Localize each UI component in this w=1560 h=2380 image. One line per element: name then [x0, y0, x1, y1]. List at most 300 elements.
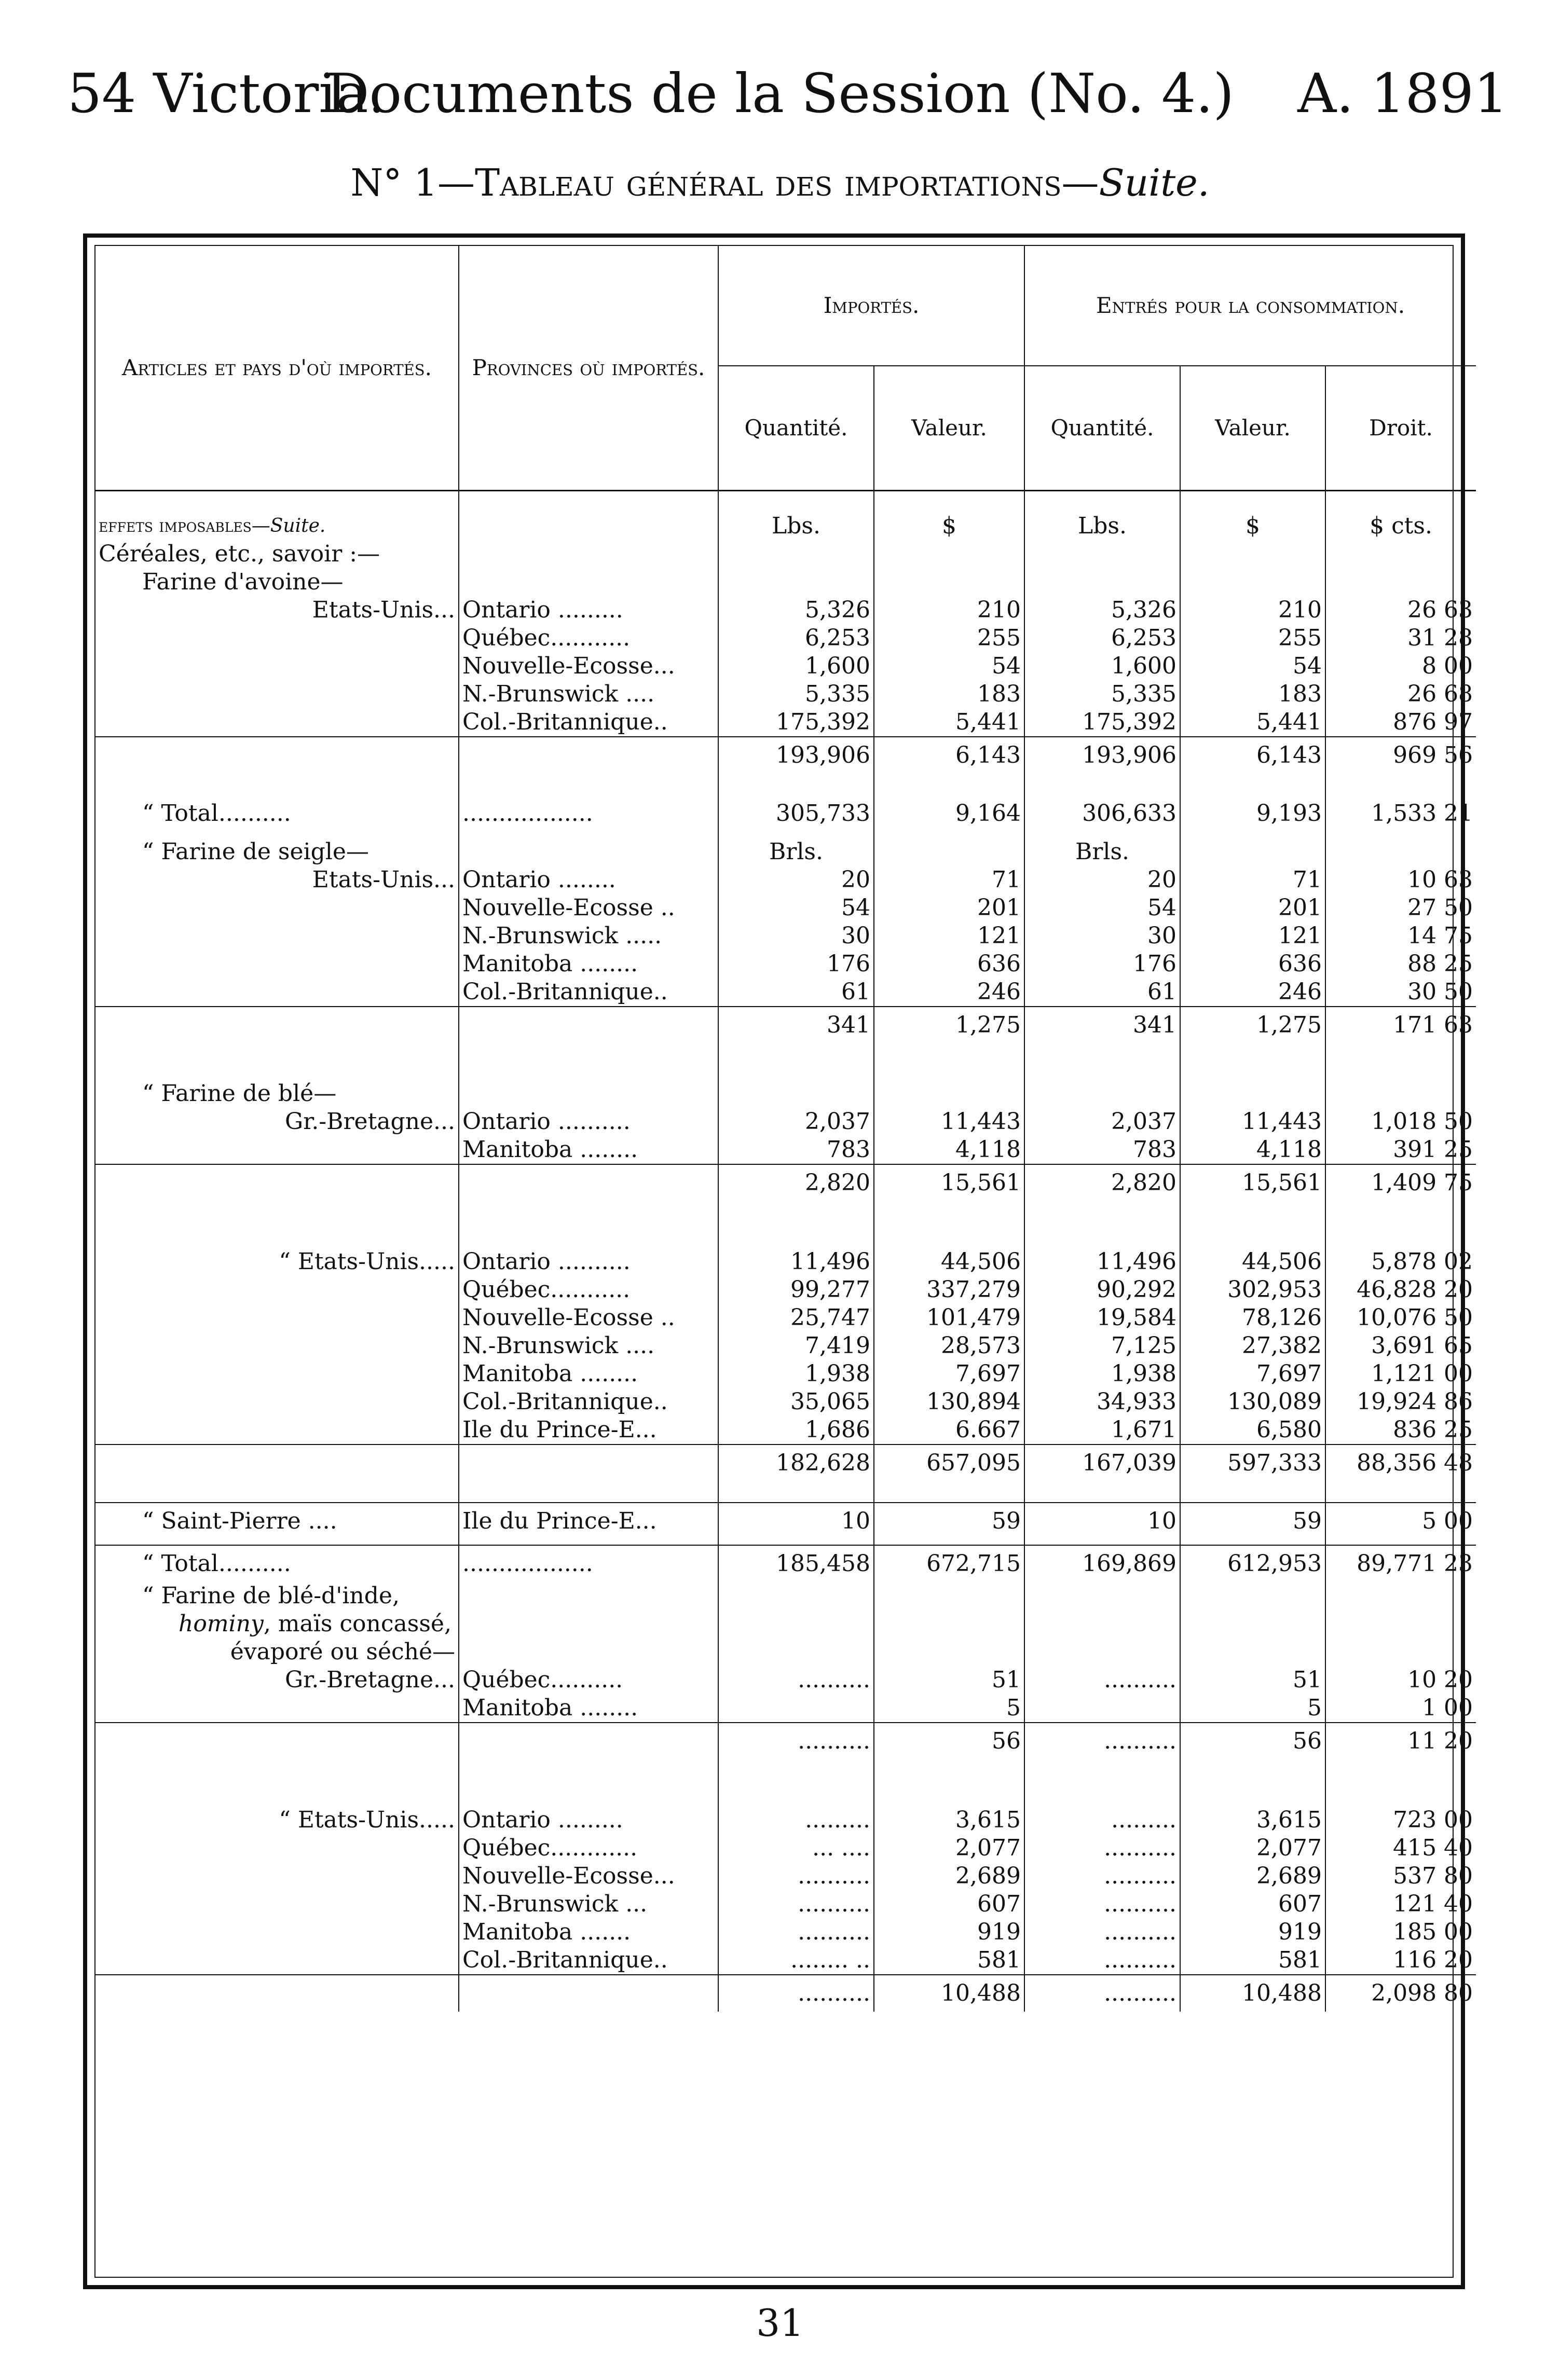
consumed-qty: ..........	[1024, 1723, 1180, 1759]
spacer-cell	[95, 1481, 459, 1503]
page-number: 31	[756, 2301, 804, 2345]
imported-value: 51	[874, 1666, 1024, 1694]
imported-value: 121	[874, 922, 1024, 950]
province-cell: Nouvelle-Ecosse ..	[459, 894, 718, 922]
imported-value: 2,689	[874, 1862, 1024, 1890]
duty-cell: 185 00	[1325, 1918, 1476, 1946]
imported-value: 183	[874, 680, 1024, 708]
spacer-cell	[459, 774, 718, 800]
spacer-cell	[1180, 1201, 1325, 1222]
imported-qty: 11,496	[718, 1248, 874, 1276]
imported-value: 607	[874, 1890, 1024, 1918]
consumed-value: 54	[1180, 652, 1325, 680]
data-row	[95, 624, 1476, 652]
spacer-cell	[1325, 1059, 1476, 1080]
province-cell	[459, 1444, 718, 1481]
spacer-cell	[874, 838, 1024, 866]
head-text: Farine d'avoine—	[142, 569, 344, 595]
province-cell: Ontario ..........	[459, 1248, 718, 1276]
province-cell: Ontario ........	[459, 866, 718, 894]
duty-cell: 121 40	[1325, 1890, 1476, 1918]
article-label	[95, 1276, 459, 1304]
data-row	[95, 1388, 1476, 1416]
spacer-cell	[95, 1539, 459, 1545]
head-text: “ Farine de blé—	[142, 1080, 337, 1107]
imported-value: 10,488	[874, 1975, 1024, 2012]
spacer-cell	[1180, 1222, 1325, 1248]
head-row	[95, 1582, 1476, 1610]
consumed-qty: 34,933	[1024, 1388, 1180, 1416]
head-italic: hominy	[179, 1611, 264, 1637]
spacer-cell	[718, 1201, 874, 1222]
article-label	[95, 737, 459, 774]
imported-qty: 305,733	[718, 800, 874, 828]
col-imp-val: Valeur.	[874, 366, 1024, 491]
spacer-cell	[459, 828, 718, 838]
spacer-cell	[718, 1582, 874, 1610]
data-row	[95, 1108, 1476, 1136]
consumed-value: 51	[1180, 1666, 1325, 1694]
spacer-cell	[718, 1481, 874, 1503]
data-row	[95, 922, 1476, 950]
spacer-cell	[1180, 1481, 1325, 1503]
imported-qty: 5,326	[718, 596, 874, 624]
spacer-row	[95, 828, 1476, 838]
header-row-1	[95, 246, 1476, 366]
spacer-cell	[95, 1059, 459, 1080]
duty-cell: 14 75	[1325, 922, 1476, 950]
imported-qty: ..........	[718, 1918, 874, 1946]
article-label	[95, 1360, 459, 1388]
unit-dollar: $	[1180, 491, 1325, 541]
consumed-qty: ..........	[1024, 1666, 1180, 1694]
data-row	[95, 1136, 1476, 1164]
article-label	[95, 950, 459, 978]
col-consumption: Entrés pour la consommation.	[1024, 246, 1476, 366]
article-label	[95, 1416, 459, 1444]
duty-cell: 171 63	[1325, 1007, 1476, 1043]
province-cell: Col.-Britannique..	[459, 978, 718, 1007]
block-farine-ble-gb	[95, 1059, 1476, 1222]
spacer-cell	[1024, 1201, 1180, 1222]
spacer-cell	[874, 1759, 1024, 1780]
spacer-cell	[874, 1222, 1024, 1248]
province-cell: ..................	[459, 1545, 718, 1582]
imported-qty: 30	[718, 922, 874, 950]
spacer-cell	[718, 774, 874, 800]
spacer-cell	[95, 774, 459, 800]
head-text: “ Farine de seigle—	[142, 838, 369, 865]
spacer-cell	[718, 1780, 874, 1806]
spacer-cell	[95, 1780, 459, 1806]
data-row	[95, 1694, 1476, 1723]
article-label: “ Total..........	[95, 1545, 459, 1582]
imported-qty: ... ....	[718, 1834, 874, 1862]
consumed-qty	[1024, 1694, 1180, 1723]
spacer-cell	[459, 1201, 718, 1222]
spacer-cell	[95, 1759, 459, 1780]
imported-value: 657,095	[874, 1444, 1024, 1481]
consumed-qty: 54	[1024, 894, 1180, 922]
imported-value: 672,715	[874, 1545, 1024, 1582]
data-row	[95, 1946, 1476, 1975]
data-row	[95, 1304, 1476, 1332]
province-cell: Col.-Britannique..	[459, 1388, 718, 1416]
consumed-value: 5	[1180, 1694, 1325, 1723]
imported-qty: 341	[718, 1007, 874, 1043]
spacer-cell	[1325, 1638, 1476, 1666]
spacer-cell	[874, 1201, 1024, 1222]
spacer-cell	[95, 828, 459, 838]
imported-value: 9,164	[874, 800, 1024, 828]
imported-value: 246	[874, 978, 1024, 1007]
duty-cell: 3,691 65	[1325, 1332, 1476, 1360]
imported-value: 337,279	[874, 1276, 1024, 1304]
spacer-cell	[874, 1043, 1024, 1059]
running-head-right: A. 1891	[1297, 62, 1508, 125]
spacer-cell	[1325, 828, 1476, 838]
imported-qty: 1,686	[718, 1416, 874, 1444]
spacer-cell	[1024, 1582, 1180, 1610]
article-label	[95, 1918, 459, 1946]
unit-lbs: Lbs.	[718, 491, 874, 541]
consumed-qty: 6,253	[1024, 624, 1180, 652]
duty-cell: 537 80	[1325, 1862, 1476, 1890]
consumed-value: 56	[1180, 1723, 1325, 1759]
spacer-cell	[874, 1780, 1024, 1806]
spacer-cell	[718, 1059, 874, 1080]
block-farine-avoine	[95, 596, 1476, 838]
head-text: “ Farine de blé-d'inde,	[142, 1583, 400, 1609]
subtotal-row	[95, 1007, 1476, 1043]
article-label	[95, 624, 459, 652]
consumed-qty: ..........	[1024, 1834, 1180, 1862]
duty-cell: 5,878 02	[1325, 1248, 1476, 1276]
spacer-cell	[1325, 1539, 1476, 1545]
imported-qty: 7,419	[718, 1332, 874, 1360]
consumed-value: 2,077	[1180, 1834, 1325, 1862]
duty-cell: 31 28	[1325, 624, 1476, 652]
article-label: “ Etats-Unis.....	[279, 1807, 455, 1833]
imported-value: 210	[874, 596, 1024, 624]
imported-value: 1,275	[874, 1007, 1024, 1043]
spacer-cell	[459, 1780, 718, 1806]
article-label	[95, 1890, 459, 1918]
spacer-cell	[95, 1201, 459, 1222]
spacer-cell	[1180, 1780, 1325, 1806]
article-label	[95, 1164, 459, 1201]
consumed-value: 27,382	[1180, 1332, 1325, 1360]
province-cell: N.-Brunswick ...	[459, 1890, 718, 1918]
unit-lbs: Lbs.	[1024, 491, 1180, 541]
spacer-cell	[1024, 1780, 1180, 1806]
consumed-qty: 175,392	[1024, 708, 1180, 736]
article-label	[95, 922, 459, 950]
imported-value: 7,697	[874, 1360, 1024, 1388]
province-cell: N.-Brunswick ....	[459, 680, 718, 708]
imported-qty: 176	[718, 950, 874, 978]
data-row	[95, 866, 1476, 894]
province-cell: Ile du Prince-E...	[459, 1416, 718, 1444]
consumed-value: 7,697	[1180, 1360, 1325, 1388]
consumed-value: 3,615	[1180, 1806, 1325, 1834]
duty-cell: 1,409 75	[1325, 1164, 1476, 1201]
head-row	[95, 1610, 1476, 1638]
block-farine-seigle	[95, 838, 1476, 1059]
province-cell: N.-Brunswick ....	[459, 1332, 718, 1360]
duty-cell: 415 40	[1325, 1834, 1476, 1862]
saint-pierre-row	[95, 1503, 1476, 1539]
imported-value: 4,118	[874, 1136, 1024, 1164]
spacer-cell	[1180, 1638, 1325, 1666]
spacer-cell	[1180, 1582, 1325, 1610]
duty-cell: 46,828 20	[1325, 1276, 1476, 1304]
consumed-qty: 30	[1024, 922, 1180, 950]
province-cell: Manitoba ........	[459, 950, 718, 978]
unit-row	[95, 838, 1476, 866]
article-label	[95, 1136, 459, 1164]
unit-row	[95, 491, 1476, 541]
spacer-cell	[718, 1539, 874, 1545]
imported-qty: 99,277	[718, 1276, 874, 1304]
duty-cell: 10 20	[1325, 1666, 1476, 1694]
spacer-cell	[1325, 1481, 1476, 1503]
spacer-cell	[459, 1080, 718, 1108]
section-label-suffix: Suite.	[270, 515, 326, 536]
consumed-qty: 1,600	[1024, 652, 1180, 680]
data-row	[95, 1276, 1476, 1304]
head-row	[95, 1080, 1476, 1108]
duty-cell: 876 97	[1325, 708, 1476, 736]
consumed-value: 597,333	[1180, 1444, 1325, 1481]
unit-dollar: $	[874, 491, 1024, 541]
consumed-qty: ..........	[1024, 1918, 1180, 1946]
consumed-qty: 1,938	[1024, 1360, 1180, 1388]
article-label	[95, 708, 459, 736]
spacer-cell	[718, 1759, 874, 1780]
data-row	[95, 1416, 1476, 1444]
article-label	[95, 1946, 459, 1975]
consumed-qty: 10	[1024, 1503, 1180, 1539]
spacer-cell	[1180, 774, 1325, 800]
imported-value: 44,506	[874, 1248, 1024, 1276]
spacer-cell	[1180, 1043, 1325, 1059]
table-inner-frame	[94, 245, 1473, 2278]
spacer-row	[95, 1481, 1476, 1503]
spacer-cell	[459, 1638, 718, 1666]
duty-cell: 10,076 50	[1325, 1304, 1476, 1332]
imports-table	[95, 246, 1476, 2012]
province-cell: ..................	[459, 800, 718, 828]
spacer-cell	[1180, 1759, 1325, 1780]
duty-cell: 26 68	[1325, 680, 1476, 708]
head-row	[95, 1638, 1476, 1666]
consumed-value: 9,193	[1180, 800, 1325, 828]
imported-qty: 61	[718, 978, 874, 1007]
province-cell: Nouvelle-Ecosse...	[459, 652, 718, 680]
subtotal-row	[95, 1164, 1476, 1201]
imported-qty: 2,820	[718, 1164, 874, 1201]
imported-qty: .........	[718, 1806, 874, 1834]
row-head	[95, 540, 1476, 568]
data-row	[95, 950, 1476, 978]
section-label-text: effets imposables—	[99, 515, 270, 536]
head-text: Céréales, etc., savoir :—	[99, 541, 380, 567]
consumed-value: 4,118	[1180, 1136, 1325, 1164]
consumed-value: 612,953	[1180, 1545, 1325, 1582]
consumed-qty: 341	[1024, 1007, 1180, 1043]
province-cell: Ontario .........	[459, 596, 718, 624]
article-label: “ Etats-Unis.....	[279, 1248, 455, 1275]
article-label: Gr.-Bretagne...	[284, 1667, 455, 1693]
imported-value: 255	[874, 624, 1024, 652]
spacer-cell	[1325, 1759, 1476, 1780]
imported-value: 11,443	[874, 1108, 1024, 1136]
spacer-cell	[1024, 1759, 1180, 1780]
spacer-row	[95, 1780, 1476, 1806]
section-label	[95, 491, 459, 541]
consumed-value: 246	[1180, 978, 1325, 1007]
duty-cell: 5 00	[1325, 1503, 1476, 1539]
consumed-value: 71	[1180, 866, 1325, 894]
imported-qty: ..........	[718, 1862, 874, 1890]
article-label	[95, 1694, 459, 1723]
duty-cell: 10 63	[1325, 866, 1476, 894]
spacer-row	[95, 1201, 1476, 1222]
imported-value: 636	[874, 950, 1024, 978]
data-row	[95, 894, 1476, 922]
article-label	[95, 1862, 459, 1890]
consumed-qty: 1,671	[1024, 1416, 1180, 1444]
consumed-value: 581	[1180, 1946, 1325, 1975]
province-cell: Col.-Britannique..	[459, 708, 718, 736]
duty-cell: 1,533 21	[1325, 800, 1476, 828]
consumed-value: 59	[1180, 1503, 1325, 1539]
consumed-value: 255	[1180, 624, 1325, 652]
spacer-cell	[459, 1481, 718, 1503]
spacer-cell	[718, 1222, 874, 1248]
consumed-value: 201	[1180, 894, 1325, 922]
spacer-cell	[459, 1043, 718, 1059]
spacer-row	[95, 774, 1476, 800]
spacer-cell	[874, 1582, 1024, 1610]
data-row	[95, 1834, 1476, 1862]
data-row	[95, 978, 1476, 1007]
consumed-value: 2,689	[1180, 1862, 1325, 1890]
imported-qty: ........ ..	[718, 1946, 874, 1975]
col-provinces: Provinces où importés.	[459, 246, 718, 491]
province-cell: Québec...........	[459, 1276, 718, 1304]
consumed-qty: 306,633	[1024, 800, 1180, 828]
block-farine-ble-us	[95, 1222, 1476, 1582]
spacer-cell	[718, 828, 874, 838]
imported-qty: 175,392	[718, 708, 874, 736]
consumed-value: 130,089	[1180, 1388, 1325, 1416]
row-head	[95, 568, 1476, 596]
data-row	[95, 596, 1476, 624]
imported-value: 919	[874, 1918, 1024, 1946]
imported-qty: 1,938	[718, 1360, 874, 1388]
consumed-qty: ..........	[1024, 1946, 1180, 1975]
spacer-cell	[1024, 1610, 1180, 1638]
spacer-cell	[1325, 1043, 1476, 1059]
province-cell	[459, 1164, 718, 1201]
spacer-cell	[1325, 838, 1476, 866]
article-label	[95, 680, 459, 708]
imported-value: 71	[874, 866, 1024, 894]
consumed-qty: 90,292	[1024, 1276, 1180, 1304]
unit-cts: $ cts.	[1325, 491, 1476, 541]
province-cell: Ontario ..........	[459, 1108, 718, 1136]
subtotal-row	[95, 1444, 1476, 1481]
imported-qty: 35,065	[718, 1388, 874, 1416]
spacer-cell	[95, 1043, 459, 1059]
province-cell: Nouvelle-Ecosse ..	[459, 1304, 718, 1332]
spacer-cell	[718, 1043, 874, 1059]
consumed-qty: .........	[1024, 1806, 1180, 1834]
col-con-qty: Quantité.	[1024, 366, 1180, 491]
consumed-qty: 783	[1024, 1136, 1180, 1164]
duty-cell: 116 20	[1325, 1946, 1476, 1975]
article-label: Etats-Unis...	[312, 597, 455, 623]
spacer-cell	[874, 1539, 1024, 1545]
consumed-value: 636	[1180, 950, 1325, 978]
imported-value: 581	[874, 1946, 1024, 1975]
article-label	[95, 652, 459, 680]
spacer-cell	[1325, 1222, 1476, 1248]
head-text: évaporé ou séché—	[230, 1639, 455, 1665]
col-imp-qty: Quantité.	[718, 366, 874, 491]
province-cell	[459, 1975, 718, 2012]
data-row	[95, 1332, 1476, 1360]
head-text	[95, 1610, 459, 1638]
article-label	[95, 1388, 459, 1416]
article-label	[95, 1834, 459, 1862]
province-cell	[459, 1007, 718, 1043]
spacer-cell	[1325, 1780, 1476, 1806]
table-title	[0, 161, 1560, 204]
duty-cell: 723 00	[1325, 1806, 1476, 1834]
duty-cell: 2,098 80	[1325, 1975, 1476, 2012]
spacer-cell	[874, 1638, 1024, 1666]
spacer-cell	[718, 1638, 874, 1666]
spacer-cell	[1024, 1043, 1180, 1059]
imported-qty: 20	[718, 866, 874, 894]
imported-value: 130,894	[874, 1388, 1024, 1416]
consumed-qty: 169,869	[1024, 1545, 1180, 1582]
province-cell: Québec...........	[459, 624, 718, 652]
block-hominy-gb	[95, 1582, 1476, 1780]
spacer-cell	[1024, 1080, 1180, 1108]
article-label	[95, 1304, 459, 1332]
col-imported: Importés.	[718, 246, 1024, 366]
province-cell: Col.-Britannique..	[459, 1946, 718, 1975]
spacer-cell	[459, 1222, 718, 1248]
imported-value: 2,077	[874, 1834, 1024, 1862]
spacer-cell	[1180, 838, 1325, 866]
data-row	[95, 1666, 1476, 1694]
spacer-cell	[1024, 1059, 1180, 1080]
spacer-cell	[459, 1059, 718, 1080]
spacer-cell	[1180, 828, 1325, 838]
block-hominy-us	[95, 1780, 1476, 2012]
imported-qty: ..........	[718, 1666, 874, 1694]
total-row	[95, 800, 1476, 828]
imported-value: 6,143	[874, 737, 1024, 774]
consumed-value: 10,488	[1180, 1975, 1325, 2012]
spacer-cell	[1180, 1539, 1325, 1545]
spacer-cell	[1180, 1059, 1325, 1080]
